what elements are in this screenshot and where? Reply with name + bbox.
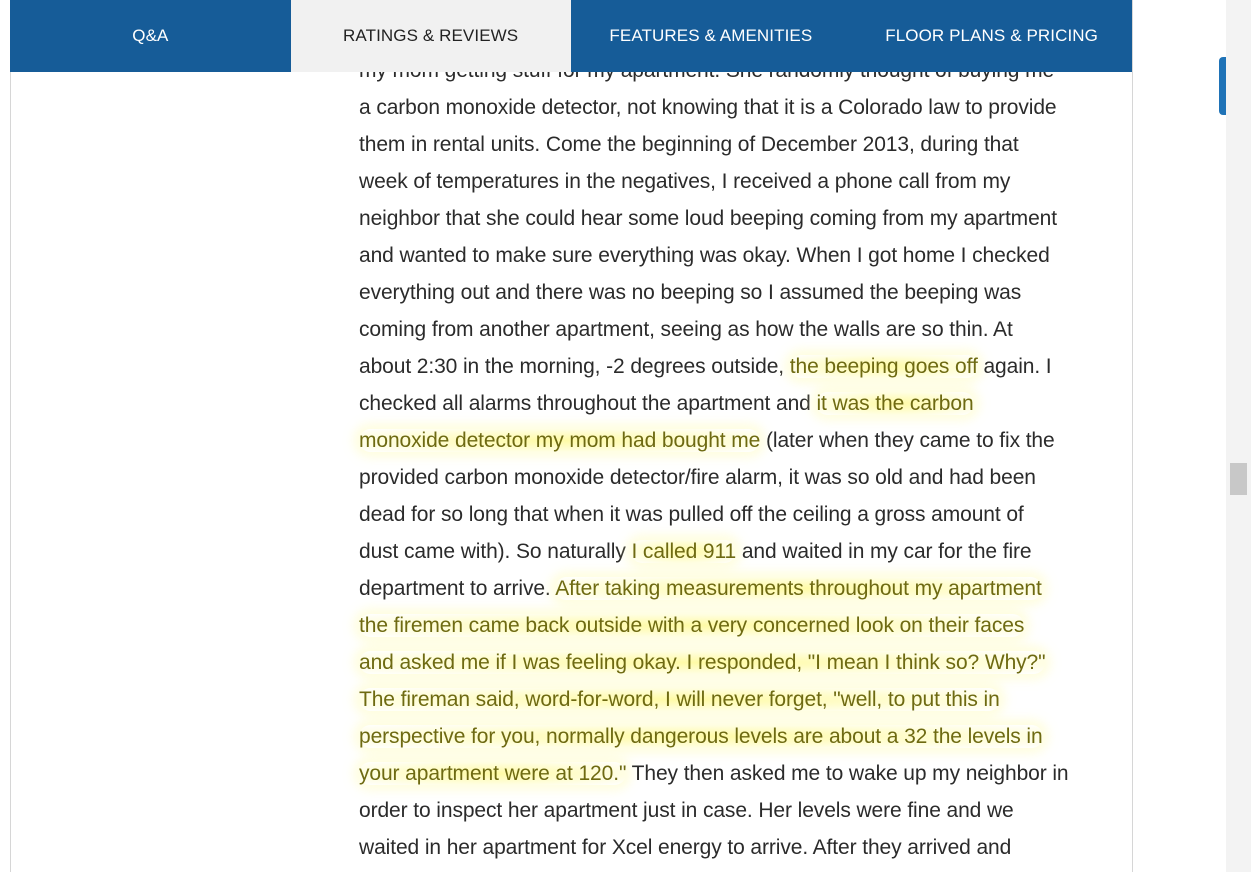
review-line xyxy=(359,755,1134,792)
review-text-segment: about 2:30 in the morning, -2 degrees outside, xyxy=(359,355,790,378)
highlighted-text: it was the carbon xyxy=(816,392,974,415)
review-text-segment: a carbon monoxide detector, not knowing that it is a Colorado law to provide xyxy=(359,96,1057,119)
review-text-segment: coming from another apartment, seeing as how the walls are so thin. At xyxy=(359,318,1013,341)
review-text-segment: waited in her apartment for Xcel energy to arrive. After they arrived and xyxy=(359,836,1012,859)
scrollbar-thumb[interactable] xyxy=(1230,463,1247,495)
review-line xyxy=(359,237,1134,274)
highlighted-text: the beeping goes off xyxy=(789,355,978,378)
review-line xyxy=(359,274,1134,311)
tab-ratings-reviews[interactable]: RATINGS & REVIEWS xyxy=(291,0,571,72)
tab-floor-plans-pricing[interactable]: FLOOR PLANS & PRICING xyxy=(851,0,1132,72)
review-line xyxy=(359,644,1134,681)
review-text-segment: and wanted to make sure everything was okay. When I got home I checked xyxy=(359,244,1050,267)
review-line xyxy=(359,607,1134,644)
review-text-segment: provided carbon monoxide detector/fire alarm, it was so old and had been xyxy=(359,466,1036,489)
review-text-segment: week of temperatures in the negatives, I received a phone call from my xyxy=(359,170,1011,193)
highlighted-text: The fireman said, word-for-word, I will never forget, "well, to put this in xyxy=(359,688,1000,711)
highlighted-text: monoxide detector my mom had bought me xyxy=(359,429,761,452)
review-line xyxy=(359,422,1134,459)
highlighted-text: and asked me if I was feeling okay. I responded, "I mean I think so? Why?" xyxy=(359,651,1046,674)
review-line xyxy=(359,570,1134,607)
review-line xyxy=(359,459,1134,496)
review-line xyxy=(359,792,1134,829)
review-line xyxy=(359,200,1134,237)
tab-features-amenities[interactable]: FEATURES & AMENITIES xyxy=(571,0,852,72)
highlighted-text: perspective for you, normally dangerous levels are about a 32 the levels in xyxy=(359,725,1043,748)
review-line xyxy=(359,126,1134,163)
tab-qa[interactable]: Q&A xyxy=(10,0,291,72)
feedback-side-tab[interactable] xyxy=(1219,57,1226,115)
review-text-segment: them in rental units. Come the beginning of December 2013, during that xyxy=(359,133,1019,156)
scrollbar-track[interactable] xyxy=(1226,0,1251,872)
review-text-segment: (later when they came to fix the xyxy=(760,429,1055,452)
review-line xyxy=(359,533,1134,570)
review-text-segment: neighbor that she could hear some loud beeping coming from my apartment xyxy=(359,207,1057,230)
review-line xyxy=(359,385,1134,422)
review-text xyxy=(359,52,1134,866)
review-line xyxy=(359,163,1134,200)
review-text-segment: department to arrive. xyxy=(359,577,556,600)
review-line xyxy=(359,348,1134,385)
review-line xyxy=(359,311,1134,348)
highlighted-text: your apartment were at 120." xyxy=(359,762,627,785)
review-text-segment: dust came with). So naturally xyxy=(359,540,632,563)
review-text-segment: checked all alarms throughout the apartment and xyxy=(359,392,817,415)
review-line xyxy=(359,89,1134,126)
review-line xyxy=(359,496,1134,533)
highlighted-text: After taking measurements throughout my apartment xyxy=(555,577,1042,600)
review-text-segment: everything out and there was no beeping so I assumed the beeping was xyxy=(359,281,1022,304)
review-text-segment: again. I xyxy=(977,355,1052,378)
review-line xyxy=(359,681,1134,718)
highlighted-text: the firemen came back outside with a very concerned look on their faces xyxy=(359,614,1025,637)
review-text-segment: and waited in my car for the fire xyxy=(736,540,1032,563)
review-text-segment: They then asked me to wake up my neighbor in xyxy=(626,762,1069,785)
review-text-segment: dead for so long that when it was pulled off the ceiling a gross amount of xyxy=(359,503,1024,526)
review-line xyxy=(359,718,1134,755)
highlighted-text: I called 911 xyxy=(631,540,737,563)
review-text-segment: order to inspect her apartment just in case. Her levels were fine and we xyxy=(359,799,1014,822)
page-frame xyxy=(10,0,1133,872)
section-tab-bar xyxy=(10,0,1132,72)
review-line xyxy=(359,829,1134,866)
